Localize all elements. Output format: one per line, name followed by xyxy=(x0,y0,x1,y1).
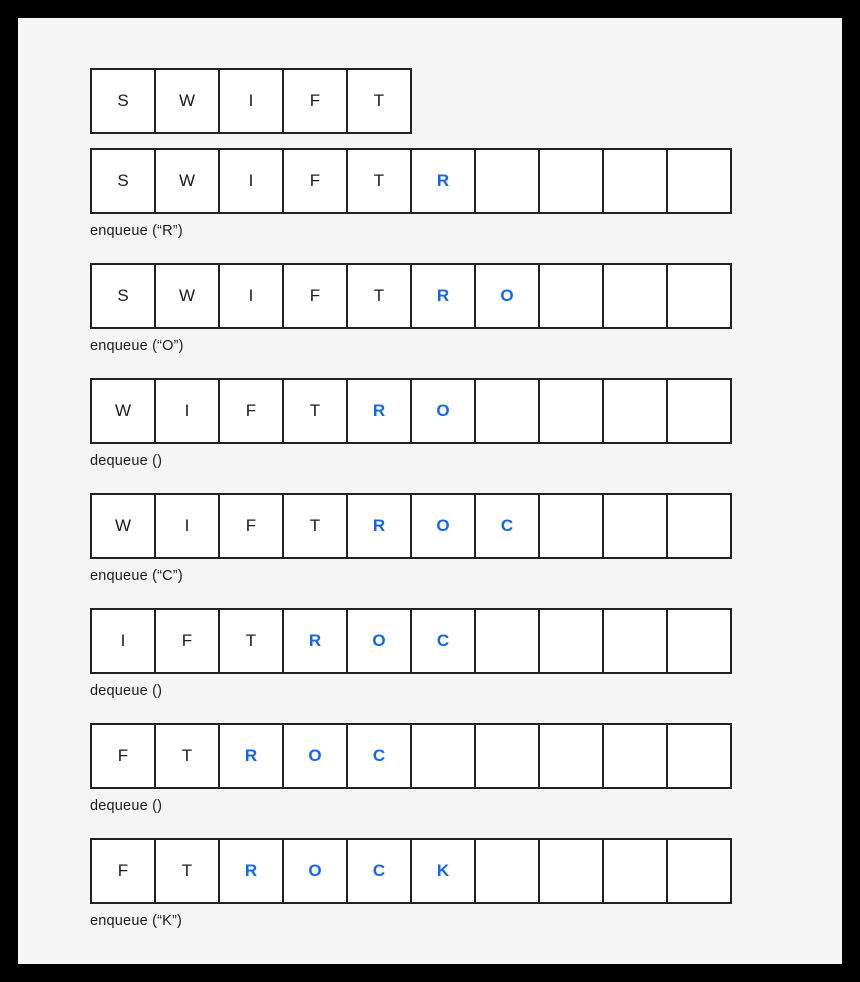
queue-cells xyxy=(90,493,730,559)
queue-cell: I xyxy=(90,608,156,674)
queue-cell: I xyxy=(154,493,220,559)
queue-cell-empty xyxy=(538,493,604,559)
queue-cell: F xyxy=(90,838,156,904)
queue-cell-empty xyxy=(474,723,540,789)
queue-cell-empty xyxy=(538,838,604,904)
queue-cell: S xyxy=(90,263,156,329)
queue-row xyxy=(90,68,410,134)
queue-cell: T xyxy=(282,378,348,444)
queue-cell: F xyxy=(218,493,284,559)
queue-row xyxy=(90,608,730,699)
queue-cell: W xyxy=(154,68,220,134)
queue-cell: T xyxy=(218,608,284,674)
queue-cell-empty xyxy=(602,148,668,214)
queue-cell: F xyxy=(90,723,156,789)
queue-cell: R xyxy=(410,263,476,329)
queue-cell-empty xyxy=(666,723,732,789)
operation-caption: enqueue (“O”) xyxy=(90,338,184,354)
queue-row xyxy=(90,378,730,469)
queue-cells xyxy=(90,608,730,674)
queue-cell: F xyxy=(282,68,348,134)
queue-cell-empty xyxy=(602,838,668,904)
queue-cell-empty xyxy=(538,148,604,214)
queue-cell: S xyxy=(90,148,156,214)
queue-cells xyxy=(90,263,730,329)
queue-cell-empty xyxy=(666,838,732,904)
queue-cell: O xyxy=(282,838,348,904)
queue-cells xyxy=(90,838,730,904)
queue-cell: F xyxy=(282,263,348,329)
queue-cells xyxy=(90,723,730,789)
queue-cell: C xyxy=(346,723,412,789)
queue-cell-empty xyxy=(474,608,540,674)
queue-cell: T xyxy=(346,148,412,214)
queue-cell: F xyxy=(282,148,348,214)
queue-cells xyxy=(90,68,410,134)
queue-cell: R xyxy=(410,148,476,214)
queue-cell-empty xyxy=(474,838,540,904)
queue-cell-empty xyxy=(666,263,732,329)
queue-cell: F xyxy=(154,608,220,674)
queue-cell: O xyxy=(346,608,412,674)
queue-cell: O xyxy=(474,263,540,329)
queue-cell: W xyxy=(90,378,156,444)
queue-cell: W xyxy=(90,493,156,559)
queue-cell: C xyxy=(474,493,540,559)
queue-cell-empty xyxy=(666,608,732,674)
queue-cell: I xyxy=(218,68,284,134)
queue-cell: C xyxy=(410,608,476,674)
queue-cells xyxy=(90,378,730,444)
operation-caption: enqueue (“R”) xyxy=(90,223,183,239)
queue-cell: W xyxy=(154,148,220,214)
queue-cell: T xyxy=(346,263,412,329)
queue-cell-empty xyxy=(602,608,668,674)
queue-cell-empty xyxy=(474,378,540,444)
queue-cell: T xyxy=(346,68,412,134)
queue-cell-empty xyxy=(666,493,732,559)
queue-cell-empty xyxy=(474,148,540,214)
queue-cell: I xyxy=(154,378,220,444)
queue-cell: R xyxy=(218,723,284,789)
queue-cell-empty xyxy=(538,723,604,789)
queue-cell: O xyxy=(410,378,476,444)
queue-cell: F xyxy=(218,378,284,444)
diagram-canvas xyxy=(18,18,842,964)
queue-cell-empty xyxy=(538,378,604,444)
queue-cell-empty xyxy=(538,263,604,329)
queue-cell-empty xyxy=(602,493,668,559)
operation-caption: enqueue (“C”) xyxy=(90,568,183,584)
queue-cell: I xyxy=(218,263,284,329)
queue-cell: T xyxy=(154,723,220,789)
queue-row xyxy=(90,263,730,354)
queue-cell-empty xyxy=(538,608,604,674)
operation-caption: dequeue () xyxy=(90,453,163,469)
queue-cell: K xyxy=(410,838,476,904)
queue-cell: O xyxy=(282,723,348,789)
operation-caption: dequeue () xyxy=(90,798,163,814)
queue-cell: W xyxy=(154,263,220,329)
queue-cell: O xyxy=(410,493,476,559)
operation-caption: enqueue (“K”) xyxy=(90,913,183,929)
operation-caption: dequeue () xyxy=(90,683,163,699)
queue-cell: R xyxy=(218,838,284,904)
queue-cell-empty xyxy=(602,263,668,329)
queue-cell-empty xyxy=(602,378,668,444)
queue-cell: R xyxy=(346,378,412,444)
queue-cells xyxy=(90,148,730,214)
queue-cell: S xyxy=(90,68,156,134)
queue-cell: T xyxy=(282,493,348,559)
queue-cell-empty xyxy=(666,148,732,214)
queue-cell-empty xyxy=(666,378,732,444)
queue-cell-empty xyxy=(410,723,476,789)
queue-cell-empty xyxy=(602,723,668,789)
queue-cell: R xyxy=(346,493,412,559)
queue-row xyxy=(90,493,730,584)
queue-cell: I xyxy=(218,148,284,214)
queue-row xyxy=(90,838,730,929)
queue-row xyxy=(90,723,730,814)
queue-cell: R xyxy=(282,608,348,674)
queue-row xyxy=(90,148,730,239)
queue-cell: T xyxy=(154,838,220,904)
queue-cell: C xyxy=(346,838,412,904)
